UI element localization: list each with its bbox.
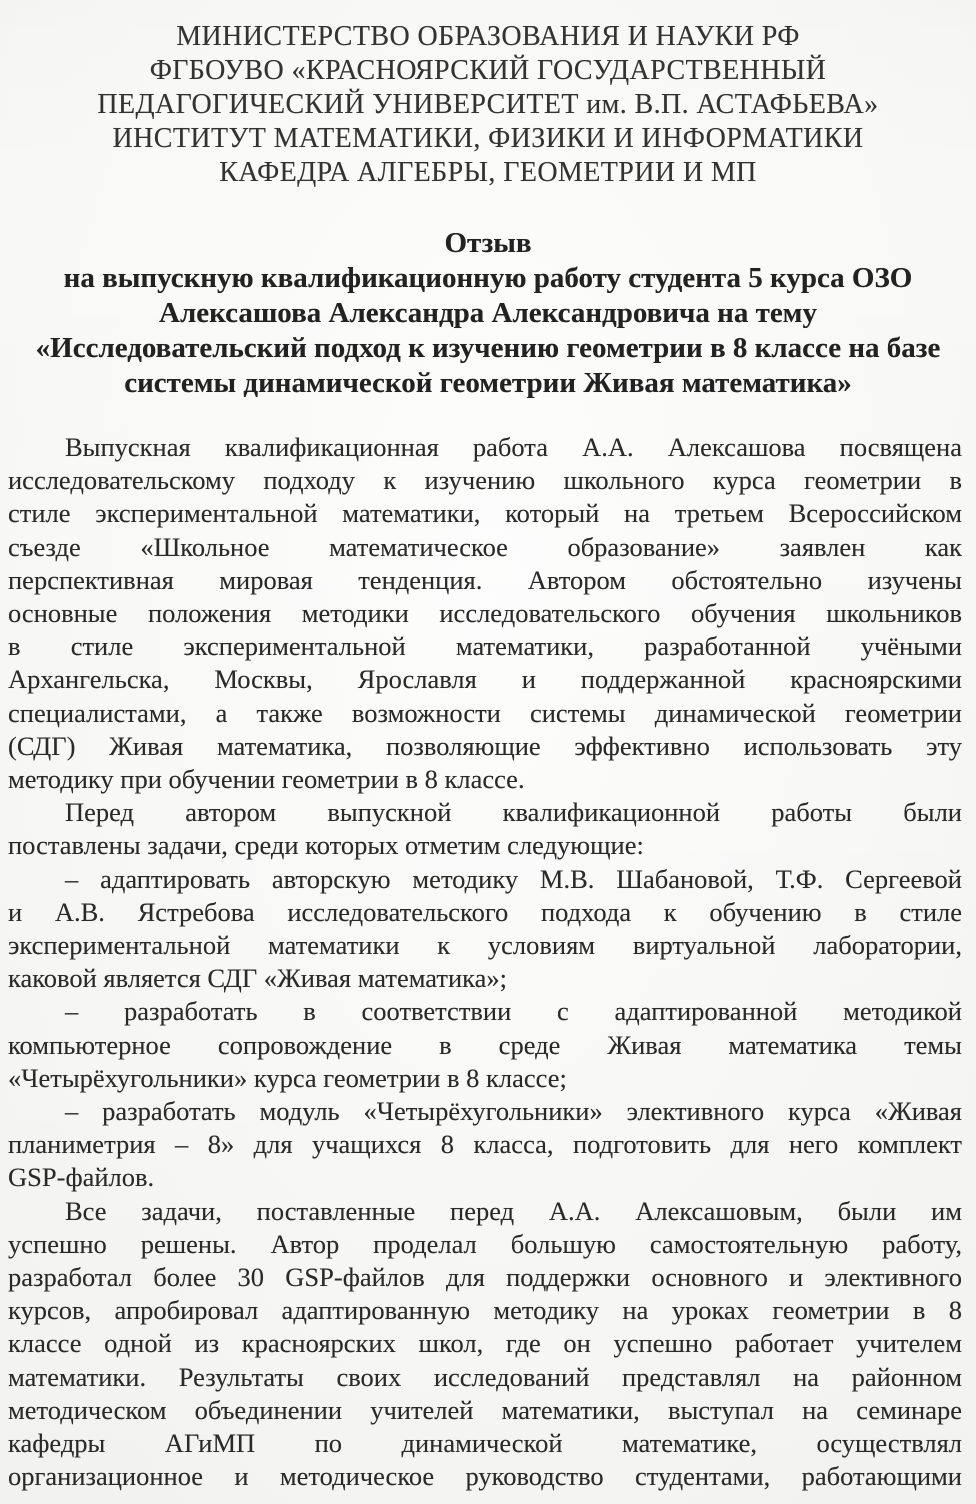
text-line: методическом объединении учителей математики, выступал на семинаре — [8, 1394, 962, 1425]
paragraph — [8, 431, 962, 796]
text-line: перспективная мировая тенденция. Автором обстоятельно изучены — [8, 564, 962, 595]
paragraph — [8, 1095, 962, 1195]
title-line: системы динамической геометрии Живая математика» — [124, 367, 852, 399]
text-line: специалистами, а также возможности системы динамической геометрии — [8, 697, 962, 728]
text-line: методику при обучении геометрии в 8 классе. — [8, 764, 525, 795]
text-line: поставлены задачи, среди которых отметим следующие: — [8, 830, 644, 861]
paragraph — [8, 995, 962, 1095]
text-line: успешно решены. Автор проделал большую самостоятельную работу, — [8, 1228, 962, 1259]
text-line: компьютерное сопровождение в среде Живая математика темы — [8, 1029, 962, 1060]
paragraph — [8, 1195, 962, 1494]
header-line: МИНИСТЕРСТВО ОБРАЗОВАНИЯ И НАУКИ РФ — [176, 21, 800, 52]
text-line: кафедры АГиМП по динамической математике, осуществлял — [8, 1428, 962, 1459]
title-line: Алексашова Александра Александровича на тему — [159, 297, 817, 329]
text-line: – адаптировать авторскую методику М.В. Шабановой, Т.Ф. Сергеевой — [65, 863, 962, 894]
text-line: Выпускная квалификационная работа А.А. Алексашова посвящена — [65, 432, 962, 462]
text-line: – разработать модуль «Четырёхугольники» элективного курса «Живая — [65, 1096, 962, 1127]
text-line: организационное и методическое руководство студентами, работающими — [8, 1461, 962, 1492]
text-line: классе одной из красноярских школ, где он успешно работает учителем — [8, 1328, 962, 1359]
text-line: исследовательскому подходу к изучению школьного курса геометрии в — [8, 465, 962, 496]
text-line: экспериментальной математики к условиям виртуальной лаборатории, — [8, 930, 962, 961]
text-line: – разработать в соответствии с адаптированной методикой — [65, 996, 962, 1027]
title-line: Отзыв — [444, 227, 532, 259]
text-line: GSP-файлов. — [8, 1162, 155, 1193]
text-line: математики. Результаты своих исследований представлял на районном — [8, 1361, 962, 1392]
text-line: (СДГ) Живая математика, позволяющие эффективно использовать эту — [8, 730, 962, 761]
paragraph — [8, 796, 962, 862]
text-line: Все задачи, поставленные перед А.А. Алексашовым, были им — [65, 1195, 962, 1226]
paragraph — [8, 863, 962, 996]
text-line: съезде «Школьное математическое образование» заявлен как — [8, 531, 962, 562]
header-line: ПЕДАГОГИЧЕСКИЙ УНИВЕРСИТЕТ им. В.П. АСТАФЬЕВА» — [97, 89, 879, 120]
text-line: планиметрия – 8» для учащихся 8 класса, подготовить для него комплект — [8, 1129, 962, 1160]
text-line: Архангельска, Москвы, Ярославля и поддержанной красноярскими — [8, 664, 962, 695]
text-line: в стиле экспериментальной математики, разработанной учёными — [8, 631, 962, 662]
text-line: «Четырёхугольники» курса геометрии в 8 классе; — [8, 1062, 567, 1093]
text-line: каковой является СДГ «Живая математика»; — [8, 963, 507, 994]
review-title — [0, 226, 976, 401]
header-line: ФГБОУВО «КРАСНОЯРСКИЙ ГОСУДАРСТВЕННЫЙ — [149, 55, 827, 86]
text-line: и А.В. Ястребова исследовательского подхода к обучению в стиле — [8, 896, 962, 927]
header-line: КАФЕДРА АЛГЕБРЫ, ГЕОМЕТРИИ И МП — [219, 157, 757, 188]
text-line: основные положения методики исследовательского обучения школьников — [8, 598, 962, 629]
title-line: на выпускную квалификационную работу студента 5 курса ОЗО — [63, 262, 913, 294]
text-line: разработал более 30 GSP-файлов для поддержки основного и элективного — [8, 1262, 962, 1293]
text-line: Перед автором выпускной квалификационной работы были — [65, 797, 962, 828]
title-line: «Исследовательский подход к изучению геометрии в 8 классе на базе — [35, 332, 941, 364]
review-body — [8, 431, 962, 1494]
text-line: стиле экспериментальной математики, который на третьем Всероссийском — [8, 498, 962, 529]
university-header — [0, 0, 976, 190]
text-line: курсов, апробировал адаптированную методику на уроках геометрии в 8 — [8, 1295, 962, 1326]
header-line: ИНСТИТУТ МАТЕМАТИКИ, ФИЗИКИ И ИНФОРМАТИКИ — [112, 123, 864, 154]
